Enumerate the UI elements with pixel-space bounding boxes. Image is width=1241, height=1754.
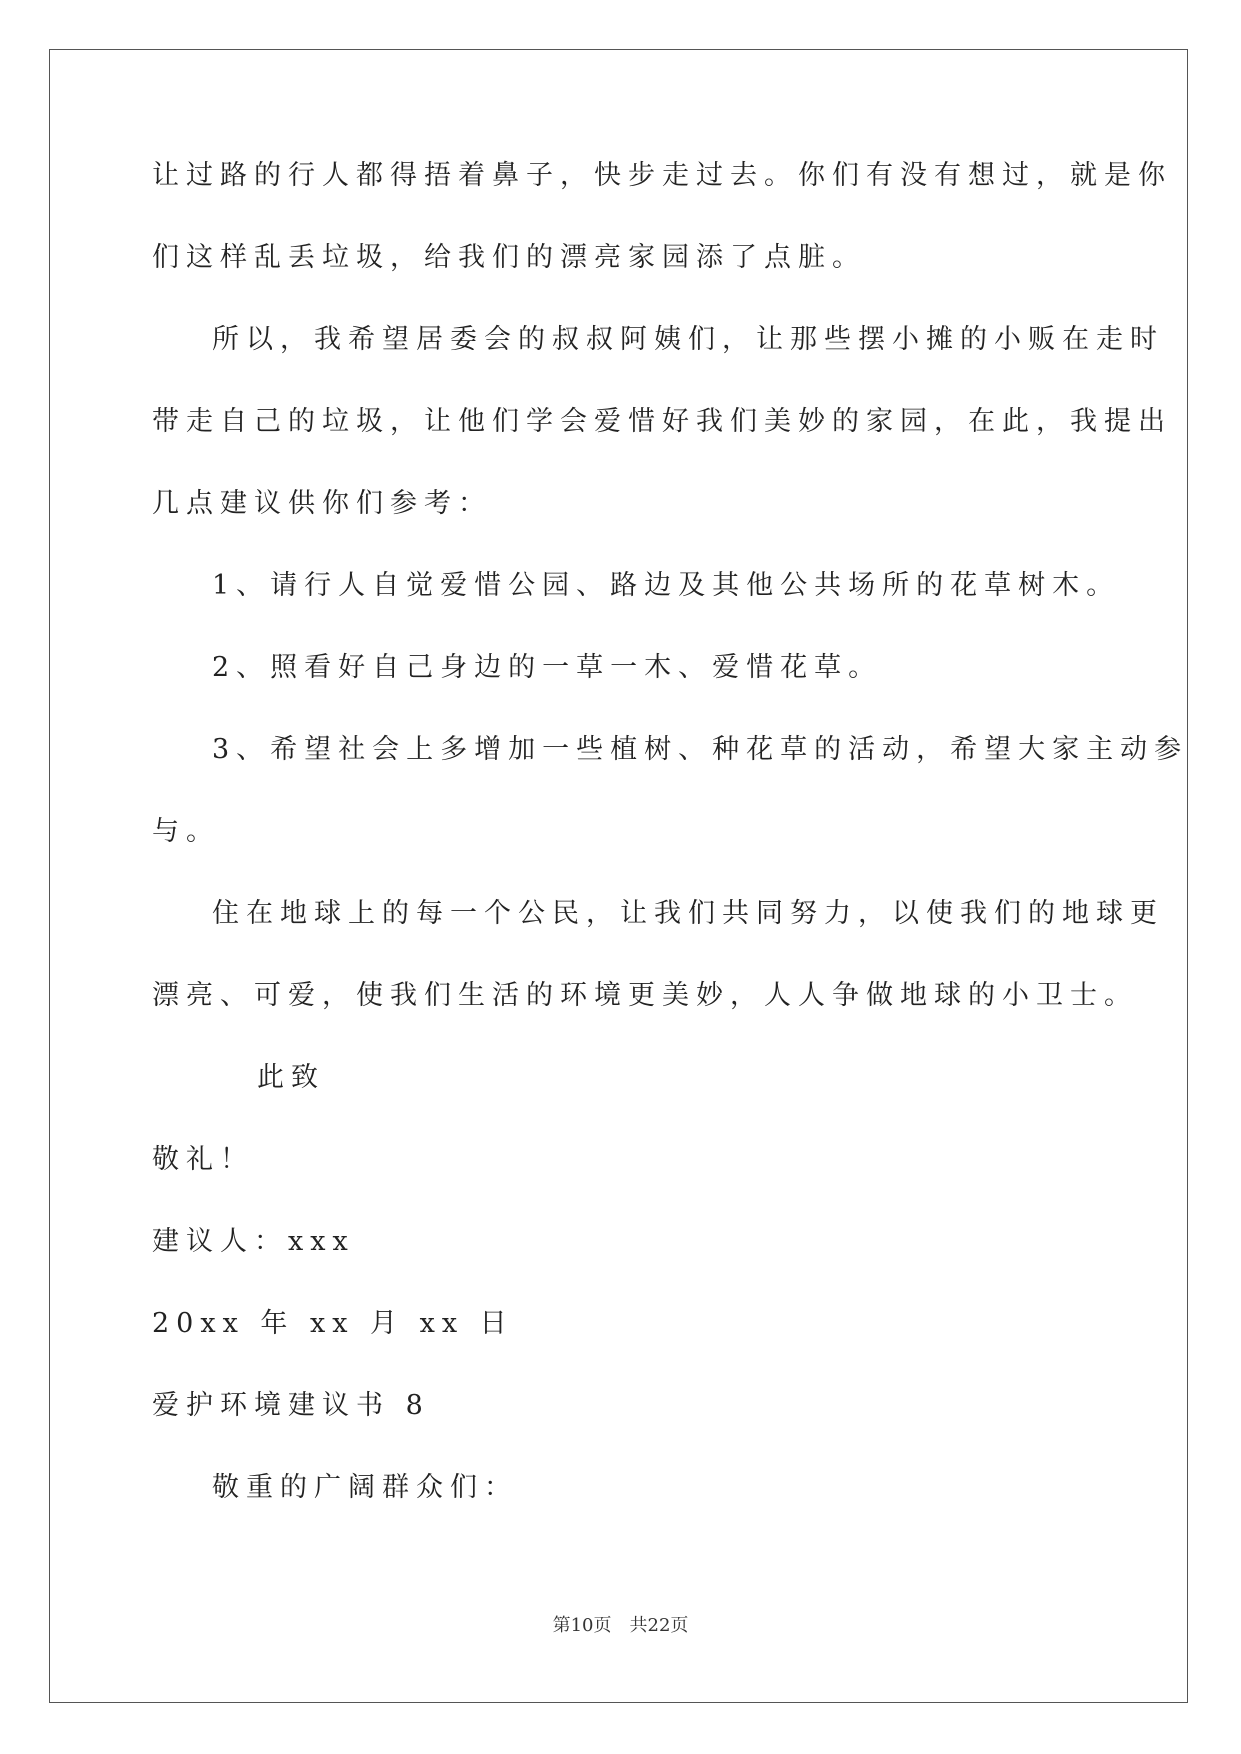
document-body <box>152 160 1189 1554</box>
suggestion-item: 2、照看好自己身边的一草一木、爱惜花草。 <box>212 652 883 683</box>
signature-line: 建议人：xxx <box>152 1226 355 1257</box>
paragraph-line: 漂亮、可爱，使我们生活的环境更美妙，人人争做地球的小卫士。 <box>152 980 1138 1011</box>
paragraph-line: 带走自己的垃圾，让他们学会爱惜好我们美妙的家园，在此，我提出 <box>152 406 1172 437</box>
page-footer <box>0 1614 1241 1638</box>
suggestion-item: 1、请行人自觉爱惜公园、路边及其他公共场所的花草树木。 <box>212 570 1121 601</box>
paragraph-line: 所以，我希望居委会的叔叔阿姨们，让那些摆小摊的小贩在走时 <box>212 324 1164 355</box>
paragraph-line: 们这样乱丢垃圾，给我们的漂亮家园添了点脏。 <box>152 242 866 273</box>
date-line: 20xx 年 xx 月 xx 日 <box>152 1308 514 1339</box>
paragraph-line: 几点建议供你们参考： <box>152 488 492 519</box>
closing-salutation: 此致 <box>257 1062 325 1093</box>
page-number: 第10页 <box>552 1615 612 1636</box>
greeting-line: 敬重的广阔群众们： <box>212 1472 518 1503</box>
page-total: 共22页 <box>629 1615 689 1636</box>
closing-regards: 敬礼！ <box>152 1144 254 1175</box>
section-title: 爱护环境建议书 8 <box>152 1390 430 1421</box>
paragraph-line: 与。 <box>152 816 220 847</box>
suggestion-item: 3、希望社会上多增加一些植树、种花草的活动，希望大家主动参 <box>212 734 1189 765</box>
paragraph-line: 让过路的行人都得捂着鼻子，快步走过去。你们有没有想过，就是你 <box>152 160 1172 191</box>
paragraph-line: 住在地球上的每一个公民，让我们共同努力，以使我们的地球更 <box>212 898 1164 929</box>
